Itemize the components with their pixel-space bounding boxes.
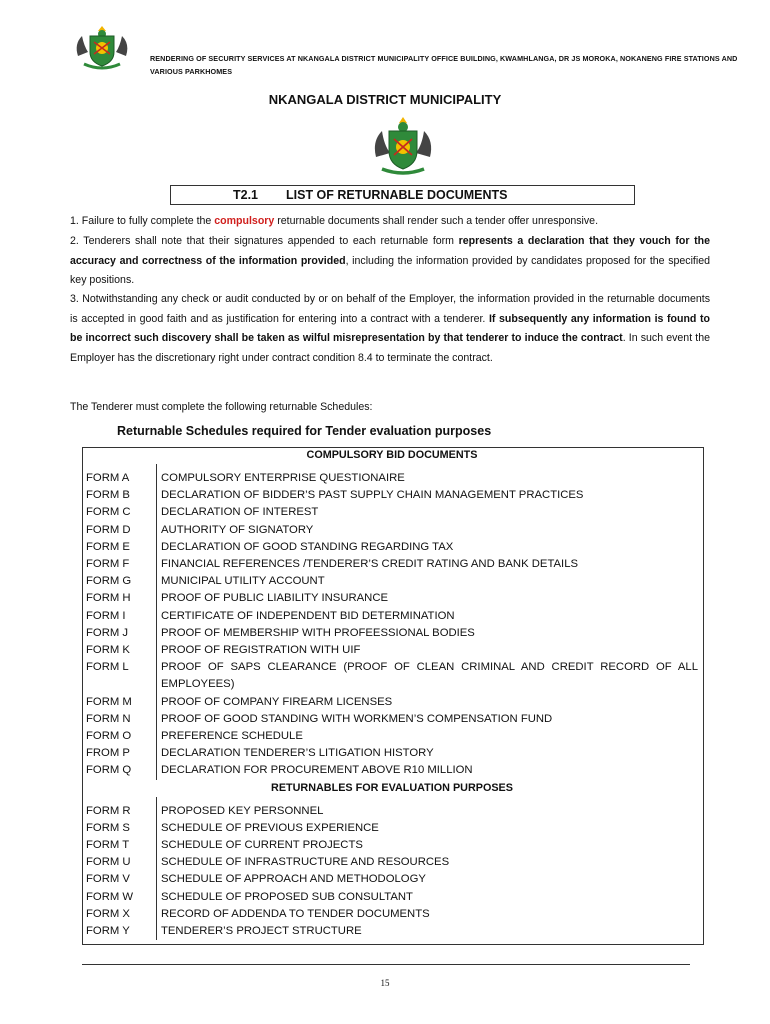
paragraph-1-text: 1. Failure to fully complete the	[70, 215, 215, 227]
table-row	[82, 590, 702, 607]
table-row	[82, 504, 702, 521]
table-row	[82, 625, 702, 642]
table-row	[82, 820, 702, 837]
table-section-heading	[82, 780, 702, 797]
form-description: COMPULSORY ENTERPRISE QUESTIONAIRE	[161, 472, 405, 484]
section-heading-box	[170, 185, 635, 205]
footer-divider	[82, 964, 690, 965]
section-title: LIST OF RETURNABLE DOCUMENTS	[286, 188, 508, 202]
table-row	[82, 642, 702, 659]
form-code: FORM D	[82, 522, 157, 539]
form-code: FORM O	[82, 728, 157, 745]
form-description: SCHEDULE OF INFRASTRUCTURE AND RESOURCES	[161, 856, 450, 869]
table-row	[82, 711, 702, 728]
table-row	[82, 608, 702, 625]
paragraph-2-text: 2. Tenderers shall note that their signatures appended to each returnable form	[70, 235, 459, 247]
form-description: AUTHORITY OF SIGNATORY	[161, 523, 314, 536]
form-code: FORM J	[82, 625, 157, 642]
form-code: FORM C	[82, 504, 157, 521]
form-description: RECORD OF ADDENDA TO TENDER DOCUMENTS	[161, 907, 430, 920]
running-header-title: RENDERING OF SECURITY SERVICES AT NKANGALA DISTRICT MUNICIPALITY OFFICE BUILDING, KWAMHLANGA, DR JS MOROKA, NOKANENG FIRE STATIONS AND VARIOUS PARKHOMES	[150, 54, 738, 76]
table-row	[82, 889, 702, 906]
form-description: PREFERENCE SCHEDULE	[161, 730, 303, 743]
table-row	[82, 762, 702, 779]
paragraph-1	[70, 212, 710, 232]
form-description: DECLARATION OF INTEREST	[161, 506, 319, 519]
form-code: FORM T	[82, 837, 157, 854]
form-description: PROOF OF PUBLIC LIABILITY INSURANCE	[161, 592, 389, 605]
form-description: MUNICIPAL UTILITY ACCOUNT	[161, 575, 325, 588]
schedules-intro: The Tenderer must complete the following returnable Schedules:	[70, 401, 373, 413]
table-row	[82, 923, 702, 940]
table-row	[82, 837, 702, 854]
paragraph-2-text-end: , including the information provided by candidates proposed for the specified key positions.	[70, 254, 711, 286]
table-row	[82, 728, 702, 745]
compulsory-highlight: compulsory	[214, 215, 275, 227]
table-row	[82, 470, 702, 487]
form-description: CERTIFICATE OF INDEPENDENT BID DETERMINATION	[161, 609, 455, 622]
municipal-crest-logo	[370, 115, 436, 177]
table-row	[82, 694, 702, 711]
form-code: FORM S	[82, 820, 157, 837]
table-row	[82, 854, 702, 871]
paragraph-3-text-end: . In such event the Employer has the discretionary right under contract condition 8.4 to terminate the contract.	[70, 332, 710, 364]
table-row	[82, 906, 702, 923]
paragraph-2-bold: represents a declaration that they vouch for the accuracy and correctness of the information provided	[70, 235, 710, 267]
form-description: SCHEDULE OF CURRENT PROJECTS	[161, 839, 363, 852]
form-code: FORM W	[82, 889, 157, 906]
form-code: FORM Y	[82, 923, 157, 940]
form-description: PROPOSED KEY PERSONNEL	[161, 804, 324, 817]
table-section-heading	[82, 447, 702, 464]
form-description: PROOF OF COMPANY FIREARM LICENSES	[161, 695, 393, 708]
form-code: FORM U	[82, 854, 157, 871]
table-row	[82, 539, 702, 556]
page-number: 15	[380, 978, 390, 988]
table-row	[82, 522, 702, 539]
form-description: SCHEDULE OF PREVIOUS EXPERIENCE	[161, 821, 379, 834]
municipal-crest-logo-small	[72, 22, 132, 72]
form-code: FORM V	[82, 871, 157, 888]
paragraph-3	[70, 290, 710, 368]
form-description: FINANCIAL REFERENCES /TENDERER’S CREDIT RATING AND BANK DETAILS	[161, 558, 579, 571]
form-description: PROOF OF MEMBERSHIP WITH PROFEESSIONAL BODIES	[161, 626, 475, 639]
table-row	[82, 573, 702, 590]
form-code: FORM F	[82, 556, 157, 573]
table-row	[82, 556, 702, 573]
form-code: FORM A	[82, 470, 157, 487]
table-row	[82, 487, 702, 504]
form-description: PROOF OF GOOD STANDING WITH WORKMEN’S COMPENSATION FUND	[161, 712, 553, 725]
schedules-title: Returnable Schedules required for Tender evaluation purposes	[117, 424, 492, 438]
table-section-heading-label: RETURNABLES FOR EVALUATION PURPOSES	[271, 781, 513, 794]
table-row	[82, 803, 702, 820]
form-description: PROOF OF SAPS CLEARANCE (PROOF OF CLEAN CRIMINAL AND CREDIT RECORD OF ALL EMPLOYEES)	[161, 661, 698, 691]
section-number: T2.1	[233, 188, 259, 202]
form-code: FORM Q	[82, 762, 157, 779]
form-code: FORM X	[82, 906, 157, 923]
page-title: NKANGALA DISTRICT MUNICIPALITY	[268, 92, 502, 107]
form-code: FORM B	[82, 487, 157, 504]
form-code: FORM H	[82, 590, 157, 607]
table-row	[82, 659, 702, 693]
form-code: FORM G	[82, 573, 157, 590]
paragraph-2	[70, 232, 710, 291]
form-code: FORM R	[82, 803, 157, 820]
paragraph-1-text-end: returnable documents shall render such a tender offer unresponsive.	[274, 215, 599, 227]
form-code: FORM K	[82, 642, 157, 659]
form-code: FORM E	[82, 539, 157, 556]
form-description: PROOF OF REGISTRATION WITH UIF	[161, 644, 361, 657]
table-row	[82, 871, 702, 888]
form-description: SCHEDULE OF PROPOSED SUB CONSULTANT	[161, 890, 413, 903]
table-section-heading-label: COMPULSORY BID DOCUMENTS	[306, 449, 478, 461]
form-code: FROM P	[82, 745, 157, 762]
form-code: FORM N	[82, 711, 157, 728]
form-description: DECLARATION OF BIDDER’S PAST SUPPLY CHAIN MANAGEMENT PRACTICES	[161, 489, 584, 502]
paragraph-3-text: 3. Notwithstanding any check or audit conducted by or on behalf of the Employer, the information provided in the returnable documents is accepted in good faith and as justification for entering into a contract with a tenderer.	[70, 293, 710, 325]
form-code: FORM M	[82, 694, 157, 711]
returnable-forms-table	[82, 447, 702, 940]
form-code: FORM I	[82, 608, 157, 625]
form-description: DECLARATION FOR PROCUREMENT ABOVE R10 MILLION	[161, 764, 473, 777]
form-code: FORM L	[82, 659, 157, 693]
form-description: DECLARATION OF GOOD STANDING REGARDING TAX	[161, 540, 454, 553]
form-description: DECLARATION TENDERER’S LITIGATION HISTORY	[161, 747, 434, 760]
form-description: TENDERER’S PROJECT STRUCTURE	[161, 925, 362, 938]
table-row	[82, 745, 702, 762]
form-description: SCHEDULE OF APPROACH AND METHODOLOGY	[161, 873, 426, 886]
paragraph-3-bold: If subsequently any information is found to be incorrect such discovery shall be taken as wilful misrepresentation by that tenderer to induce the contract	[70, 312, 710, 344]
